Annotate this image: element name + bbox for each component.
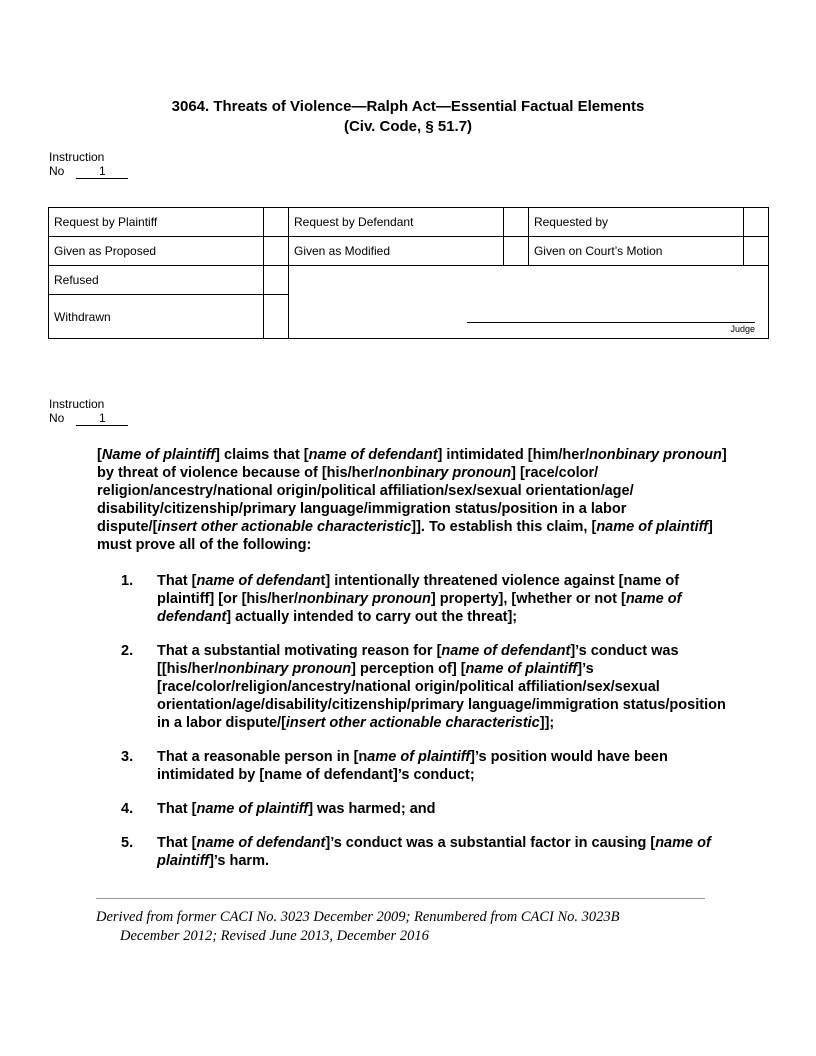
withdrawn-checkbox[interactable] [263, 295, 288, 339]
judge-signature-area [288, 266, 768, 339]
elements-list [97, 572, 727, 870]
title-line-1: 3064. Threats of Violence—Ralph Act—Essential Factual Elements [171, 98, 645, 115]
no-label-2: No [49, 411, 65, 425]
instruction-number-2: 1 [76, 412, 128, 426]
request-by-plaintiff-label: Request by Plaintiff [49, 208, 264, 237]
title-line-2: (Civ. Code, § 51.7) [343, 118, 473, 135]
intro-paragraph: [Name of plaintiff] claims that [name of defendant] intimidated [him/her/nonbinary pronoun] by threat of violence because of [his/her/nonbinary pronoun] [race/color/ religion/ancestry/national origin/political affiliation/sex/sexual orientation/age/ disability/citizenship/primary language/immigration status/position in a labor dispute/[insert other actionable characteristic]]. To establish this claim, [name of plaintiff] must prove all of the following: [97, 447, 727, 553]
instruction-label-2: Instruction [49, 397, 105, 411]
page-title [0, 97, 816, 137]
given-as-proposed-label: Given as Proposed [49, 237, 264, 266]
list-item: 5. That [name of defendant]’s conduct was a substantial factor in causing [name of plaintiff]’s harm. [121, 835, 711, 869]
instruction-number: 1 [76, 165, 128, 179]
refused-label: Refused [49, 266, 264, 295]
given-as-modified-checkbox[interactable] [503, 237, 528, 266]
instruction-label: Instruction [49, 150, 105, 164]
list-item: 4. That [name of plaintiff] was harmed; and [121, 801, 436, 817]
request-status-table [48, 207, 769, 339]
source-note [96, 908, 716, 946]
given-as-proposed-checkbox[interactable] [263, 237, 288, 266]
instruction-body [97, 446, 727, 886]
source-note-line-1: Derived from former CACI No. 3023 December 2009; Renumbered from CACI No. 3023B [96, 909, 620, 925]
request-by-defendant-checkbox[interactable] [503, 208, 528, 237]
footer-divider [96, 898, 705, 899]
judge-signature-line[interactable] [467, 322, 755, 323]
given-as-modified-label: Given as Modified [288, 237, 503, 266]
refused-checkbox[interactable] [263, 266, 288, 295]
withdrawn-label: Withdrawn [49, 295, 264, 339]
given-on-courts-motion-checkbox[interactable] [743, 237, 768, 266]
instruction-number-block [49, 150, 128, 179]
request-by-plaintiff-checkbox[interactable] [263, 208, 288, 237]
list-item: 1. That [name of defendant] intentionally threatened violence against [name of plaintiff] [or [his/her/nonbinary pronoun] property], [whether or not [name of defendant] actually intended to carry out the threat]; [121, 573, 682, 625]
given-on-courts-motion-label: Given on Court’s Motion [528, 237, 743, 266]
judge-label: Judge [730, 324, 755, 334]
source-note-line-2: December 2012; Revised June 2013, December 2016 [120, 928, 429, 944]
requested-by-checkbox[interactable] [743, 208, 768, 237]
instruction-number-block-2 [49, 397, 128, 426]
requested-by-label: Requested by [528, 208, 743, 237]
list-item: 3. That a reasonable person in [name of plaintiff]’s position would have been intimidated by [name of defendant]’s conduct; [121, 749, 668, 783]
list-item: 2. That a substantial motivating reason for [name of defendant]’s conduct was [[his/her/nonbinary pronoun] perception of] [name of plaintiff]’s [race/color/religion/ancestry/national origin/political affiliation/sex/sexual orientation/age/disability/citizenship/primary language/immigration status/position in a labor dispute/[insert other actionable characteristic]]; [121, 643, 726, 731]
no-label: No [49, 164, 65, 178]
request-by-defendant-label: Request by Defendant [288, 208, 503, 237]
